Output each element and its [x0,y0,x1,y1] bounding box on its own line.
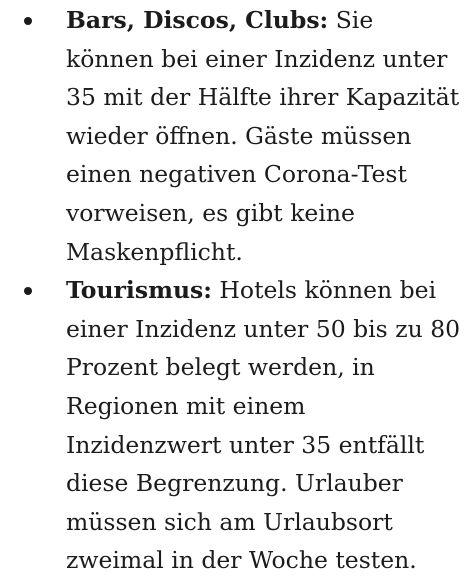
bullet-icon [24,287,32,295]
list-item-text: Hotels können bei einer Inzidenz unter 50 bis zu 80 Prozent belegt werden, in Regionen mit einem Inzidenzwert unter 35 entfällt diese Begrenzung. Urlauber müssen sich am Urlaubsort zweimal in der Woche testen. [66,276,461,575]
list-item-bars-discos-clubs [0,1,473,271]
bullet-list [0,1,473,580]
list-item-term: Bars, Discos, Clubs: [66,6,329,34]
list-item-tourismus [0,271,473,580]
list-item-term: Tourismus: [66,276,212,305]
bullet-icon [24,17,32,25]
list-item-text: Sie können bei einer Inzidenz unter 35 mit der Hälfte ihrer Kapazität wieder öffnen. Gäste müssen einen negativen Corona-Test vorweisen, es gibt keine Maskenpflicht. [66,6,460,266]
